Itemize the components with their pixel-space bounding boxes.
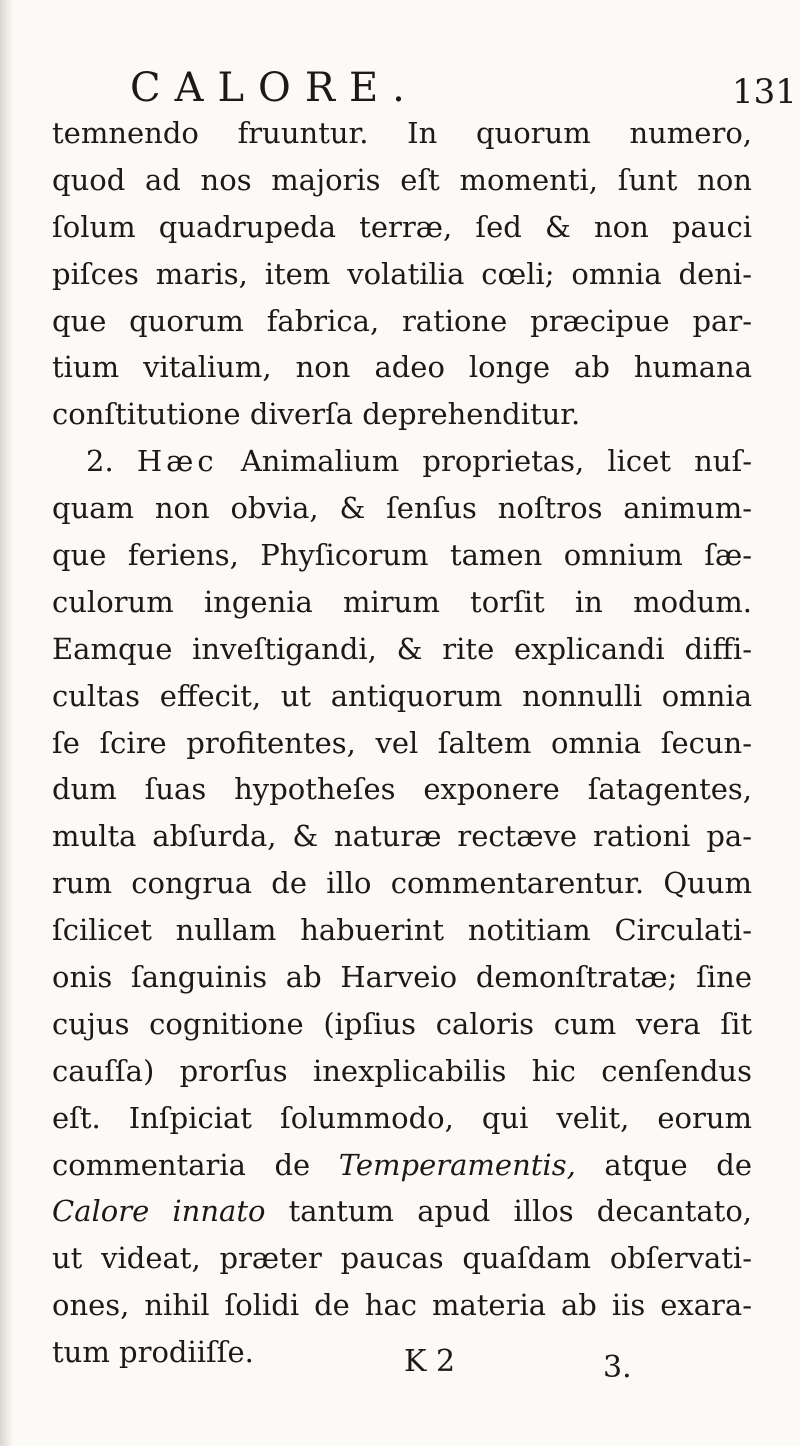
small-caps-word: Hæc [136,444,218,479]
text-line: ones, nihil ſolidi de hac materia ab iis exara- [52,1288,752,1323]
text-line: cauſſa) prorſus inexplicabilis hic cenſendus [52,1053,752,1088]
page-number: 131 [732,72,797,112]
text-line: Eamque inveſtigandi, & rite explicandi diffi- [52,631,752,666]
signature-mark: K 2 [404,1344,456,1379]
italic-title: Calore innato [52,1194,266,1229]
text-line [52,1188,752,1235]
text-line: ut videat, præter paucas quaſdam obſervati- [52,1241,752,1276]
text-line: onis ſanguinis ab Harveio demonſtratæ; ſine [52,960,752,995]
text-line: quod ad nos majoris eſt momenti, ſunt non [52,162,752,197]
italic-title: Temperamentis, [338,1147,576,1182]
text-line: eſt. Inſpiciat ſolummodo, qui velit, eorum [52,1100,752,1135]
catchword: 3. [603,1350,632,1385]
text-line: que quorum fabrica, ratione præcipue par- [52,303,752,338]
running-title: CALORE. [130,65,419,111]
text-line: ſcilicet nullam habuerint notitiam Circulati- [52,913,752,948]
paragraph-start [52,438,752,485]
page-footer [0,1342,800,1402]
text-line: tum prodiiſſe. [52,1335,254,1370]
text-span: Animalium proprietas, licet nuſ- [240,444,753,479]
text-line: ſe ſcire profitentes, vel ſaltem omnia ſecun- [52,725,752,760]
text-line: ſolum quadrupeda terræ, ſed & non pauci [52,209,752,244]
text-line: que feriens, Phyſicorum tamen omnium ſæ- [52,538,752,573]
text-line: dum ſuas hypotheſes exponere ſatagentes, [52,772,752,807]
text-line: culorum ingenia mirum torſit in modum. [52,584,752,619]
text-line: conſtitutione diverſa deprehenditur. [52,397,581,432]
section-number: 2. [86,444,114,479]
text-span: tantum apud illos decantato, [288,1194,753,1229]
text-line: cultas effecit, ut antiquorum nonnulli omnia [52,678,752,713]
text-line: quam non obvia, & ſenſus noſtros animum- [52,491,752,526]
page-gutter [0,0,14,1446]
text-line: piſces maris, item volatilia cœli; omnia deni- [52,256,752,291]
text-line: cujus cognitione (ipſius caloris cum vera ſit [52,1006,752,1041]
text-span: commentaria de [52,1147,311,1182]
text-line: tium vitalium, non adeo longe ab humana [52,350,752,385]
body-text [52,110,752,1376]
text-line: rum congrua de illo commentarentur. Quum [52,866,752,901]
text-line: multa abſurda, & naturæ rectæve rationi pa- [52,819,752,854]
text-line: temnendo fruuntur. In quorum numero, [52,116,752,150]
text-span: atque de [604,1147,753,1182]
text-line [52,1142,752,1189]
